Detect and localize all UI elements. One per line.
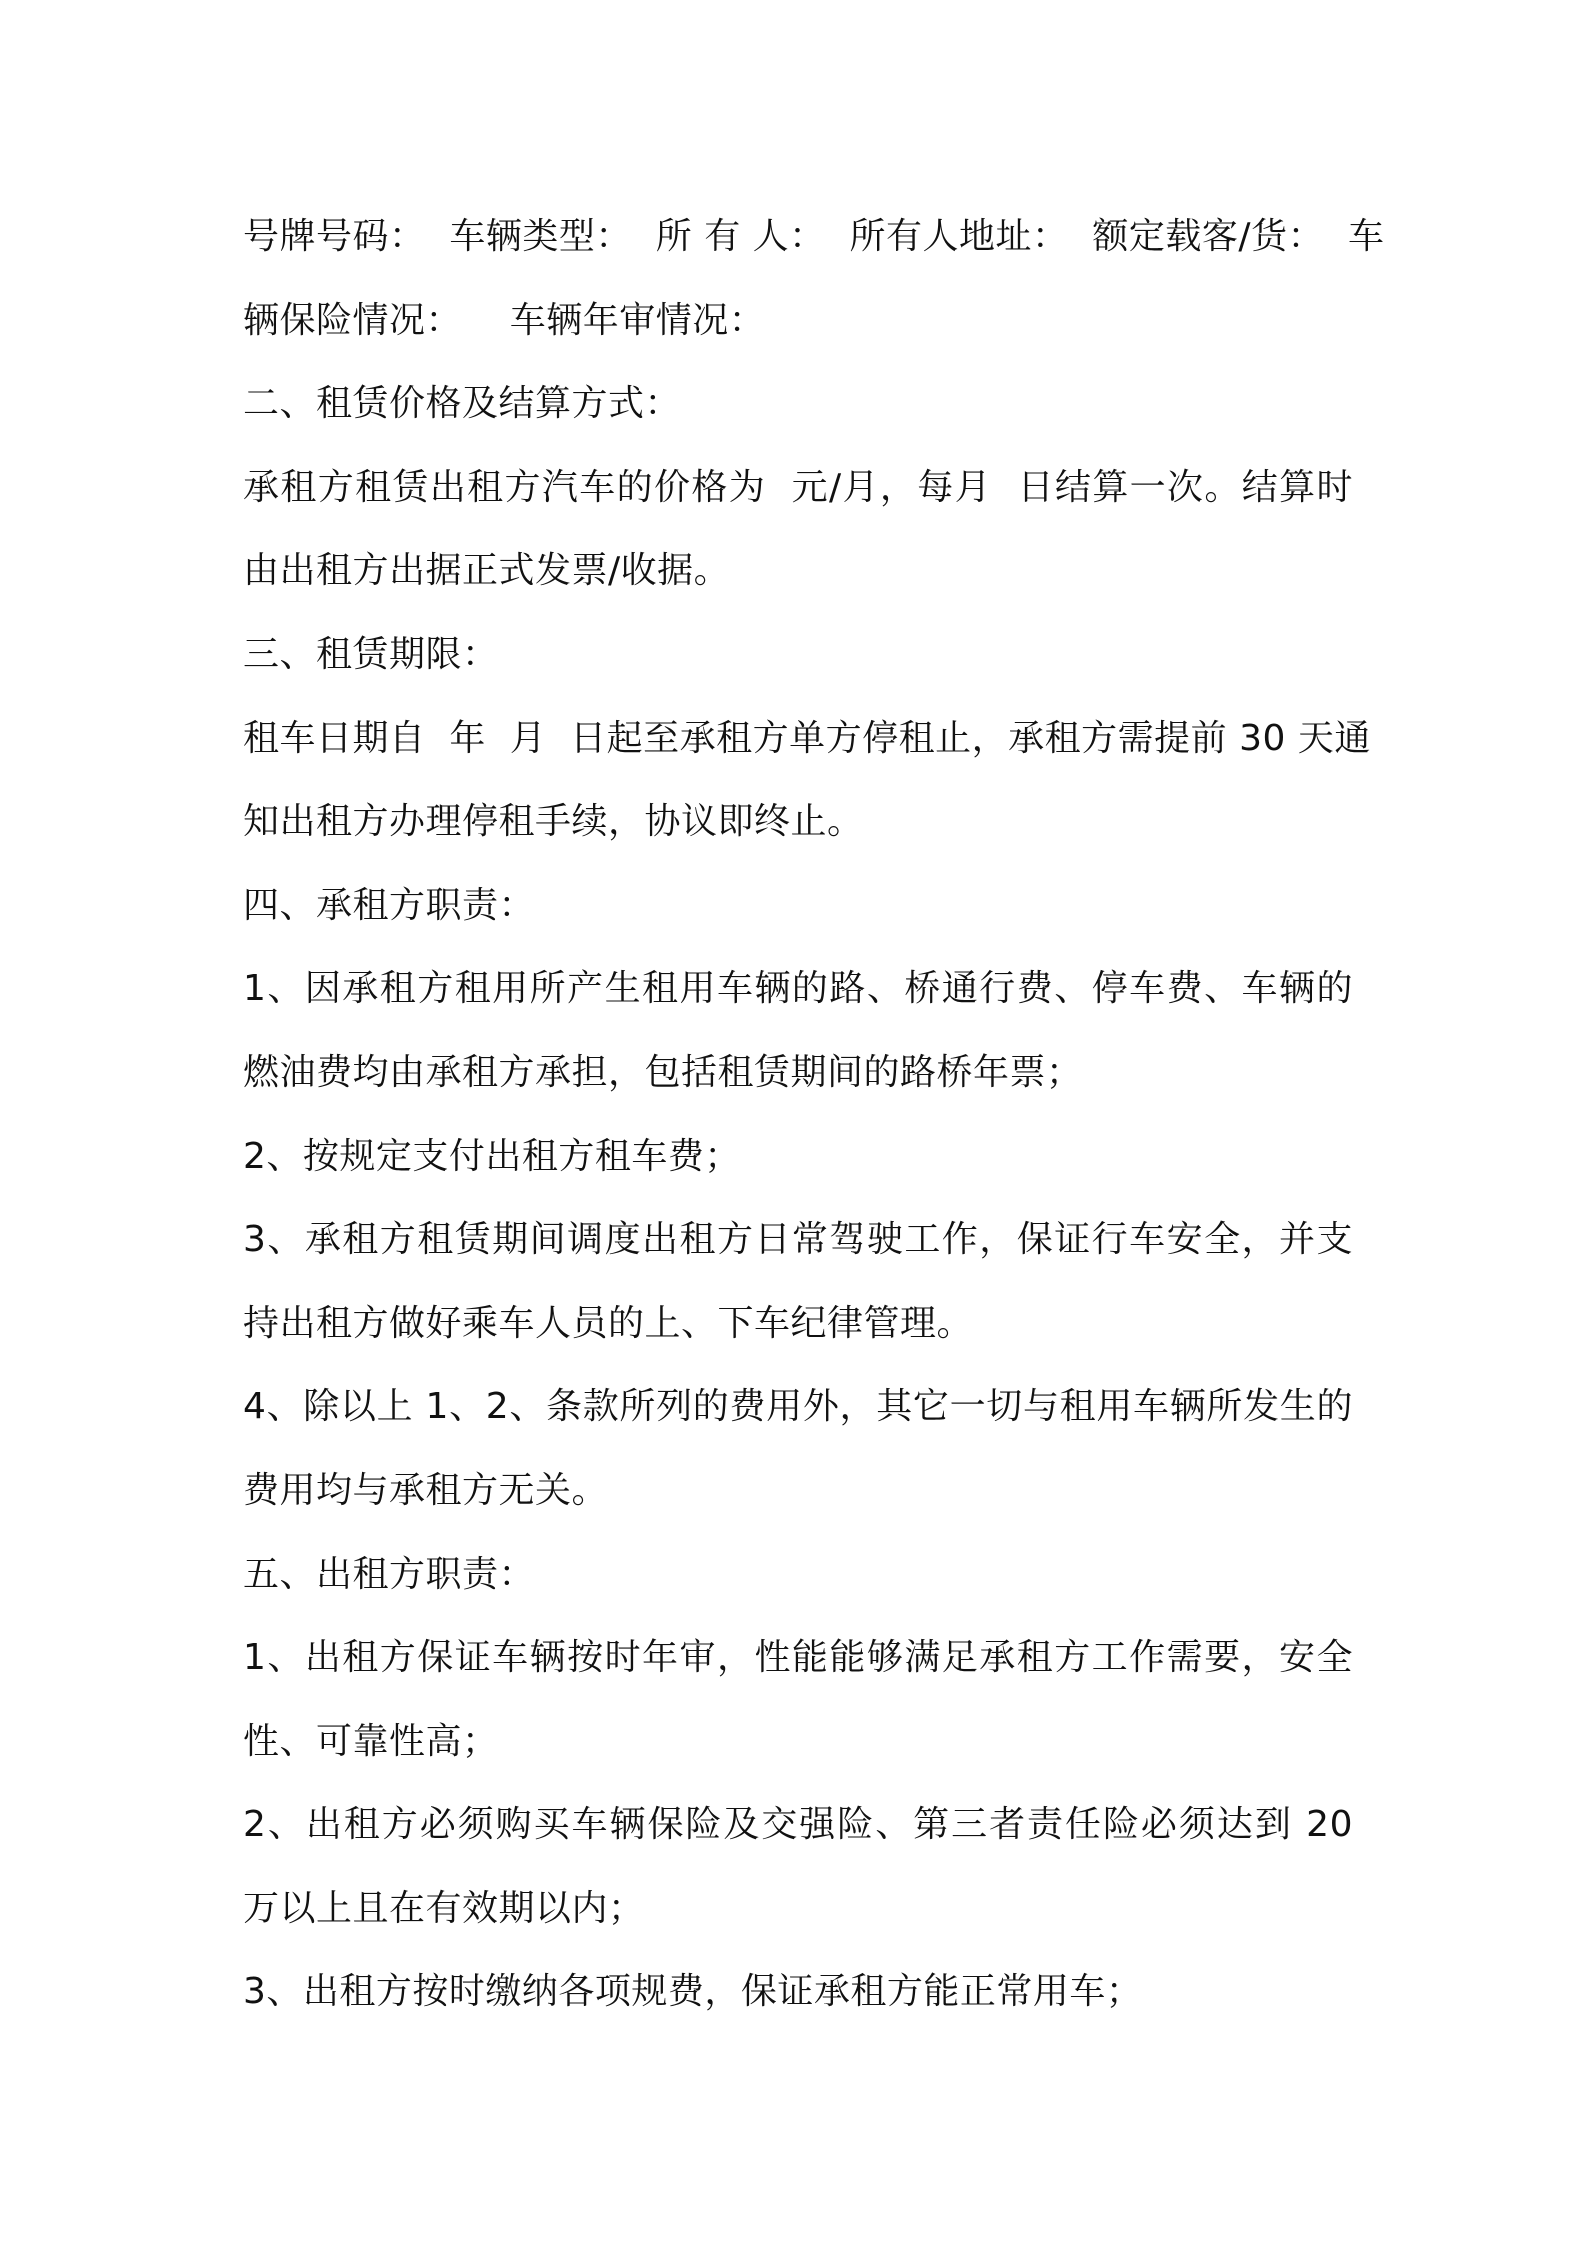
text-line-term: 租车日期自 年 月 日起至承租方单方停租止，承租方需提前 30 天通 [243, 717, 1371, 759]
text-line-lessor-duty-1: 1、出租方保证车辆按时年审，性能能够满足承租方工作需要，安全 [243, 1637, 1353, 1679]
text-line-lessor-duty-2-cont: 万以上且在有效期以内； [243, 1887, 645, 1929]
text-line-lessee-duty-4-cont: 费用均与承租方无关。 [243, 1469, 609, 1511]
text-line-lessor-duty-1-cont: 性、可靠性高； [243, 1720, 499, 1762]
section-heading-lessor-duties: 五、出租方职责： [243, 1553, 536, 1595]
text-line-lessor-duty-2: 2、出租方必须购买车辆保险及交强险、第三者责任险必须达到 20 [243, 1804, 1353, 1846]
text-line-lessee-duty-3-cont: 持出租方做好乘车人员的上、下车纪律管理。 [243, 1302, 974, 1344]
text-line-vehicle-fields-cont: 辆保险情况： 车辆年审情况： [243, 299, 766, 341]
section-heading-price: 二、租赁价格及结算方式： [243, 383, 682, 425]
section-heading-lessee-duties: 四、承租方职责： [243, 884, 536, 926]
text-line-price: 承租方租赁出租方汽车的价格为 元/月，每月 日结算一次。结算时 [243, 466, 1353, 508]
text-line-price-cont: 由出租方出据正式发票/收据。 [243, 550, 731, 592]
text-line-lessee-duty-3: 3、承租方租赁期间调度出租方日常驾驶工作，保证行车安全，并支 [243, 1219, 1353, 1261]
document-body [243, 195, 1385, 2034]
text-line-term-cont: 知出租方办理停租手续，协议即终止。 [243, 801, 864, 843]
text-line-lessee-duty-4: 4、除以上 1、2、条款所列的费用外，其它一切与租用车辆所发生的 [243, 1386, 1353, 1428]
section-heading-term: 三、租赁期限： [243, 633, 499, 675]
text-line-lessee-duty-1: 1、因承租方租用所产生租用车辆的路、桥通行费、停车费、车辆的 [243, 968, 1353, 1010]
text-line-lessor-duty-3: 3、出租方按时缴纳各项规费，保证承租方能正常用车； [243, 1971, 1143, 2013]
text-line-lessee-duty-1-cont: 燃油费均由承租方承担，包括租赁期间的路桥年票； [243, 1051, 1083, 1093]
text-line-vehicle-fields: 号牌号码： 车辆类型： 所 有 人： 所有人地址： 额定载客/货： 车 [243, 216, 1385, 257]
text-line-lessee-duty-2: 2、按规定支付出租方租车费； [243, 1135, 741, 1177]
